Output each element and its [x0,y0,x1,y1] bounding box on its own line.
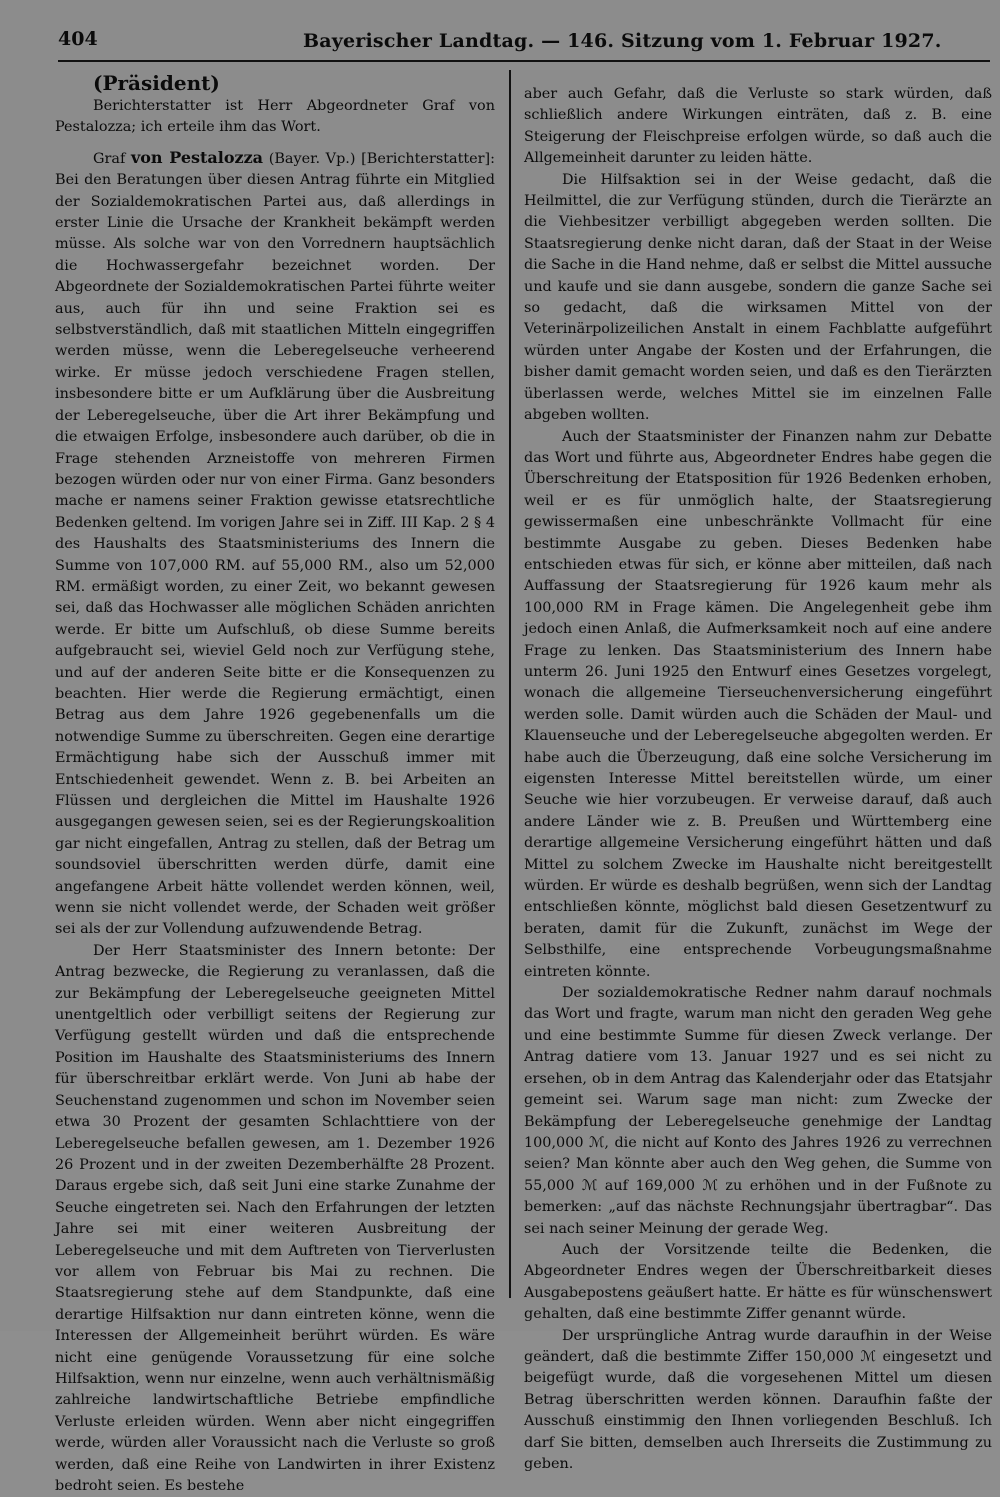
paragraph: Der sozialdemokratische Redner nahm darauf nochmals das Wort und fragte, warum man nicht den geraden Weg gehe und eine bestimmte Summe für diesen Zweck verlange. Der Antrag datiere vom 13. Januar 1927 und es sei nicht zu ersehen, ob in dem Antrag das Kalenderjahr oder das Etatsjahr gemeint sei. Warum sage man nicht: zum Zwecke der Bekämpfung der Leberegelseuche genehmige der Landtag 100,000 ℳ, die nicht auf Konto des Jahres 1926 zu verrechnen seien? Man könnte aber auch den Weg gehen, die Summe von 55,000 ℳ auf 169,000 ℳ zu erhöhen und in der Fußnote zu bemerken: „auf das nächste Rechnungsjahr übertragbar“. Das sei nach seiner Meinung der gerade Weg. [524,985,992,1237]
paragraph: Der Herr Staatsminister des Innern betonte: Der Antrag bezwecke, die Regierung zu veranlassen, daß die zur Bekämpfung der Leberegelseuche geeigneten Mittel unentgeltlich oder verbilligt seitens der Regierung zur Verfügung gestellt würden und daß die entsprechende Position im Haushalte des Staatsministeriums des Innern für überschreitbar erklärt werde. Von Juni ab habe der Seuchenstand zugenommen und schon im November seien etwa 30 Prozent der gesamten Schlachttiere von der Leberegelseuche befallen gewesen, am 1. Dezember 1926 26 Prozent und in der zweiten Dezemberhälfte 28 Prozent. Daraus ergebe sich, daß seit Juni eine starke Zunahme der Seuche eingetreten sei. Nach den Erfahrungen der letzten Jahre sei mit einer weiteren Ausbreitung der Leberegelseuche und mit dem Auftreten von Tierverlusten vor allem von Februar bis Mai zu rechnen. Die Staatsregierung stehe auf dem Standpunkte, daß eine derartige Hilfsaktion nur dann eintreten könne, wenn die Interessen der Allgemeinheit berührt würden. Es wäre nicht eine genügende Voraussetzung für eine solche Hilfsaktion, wenn nur einzelne, wenn auch verhältnismäßig zahlreiche landwirtschaftliche Betriebe empfindliche Verluste erleiden würden. Wenn aber nicht eingegriffen werde, würden aller Voraussicht nach die Verluste so groß werden, daß eine Reihe von Landwirten in ihrer Existenz bedroht seien. Es bestehe [55,942,495,1494]
page-number: 404 [58,28,98,50]
running-title: Bayerischer Landtag. — 146. Sitzung vom 1. Februar 1927. [303,30,942,52]
paragraph: Auch der Vorsitzende teilte die Bedenken, die Abgeordneter Endres wegen der Überschreitbarkeit dieses Ausgabepostens geäußert hatte. Er hätte es für wünschenswert gehalten, daß eine bestimmte Ziffer genannt würde. [524,1241,992,1323]
speaker-paragraph [55,147,495,941]
paragraph: Die Hilfsaktion sei in der Weise gedacht, daß die Heilmittel, die zur Verfügung stünden, durch die Tierärzte an die Viehbesitzer verbilligt abgegeben werden sollten. Die Staatsregierung denke nicht daran, daß der Staat in der Weise die Sache in die Hand nehme, daß er selbst die Mittel aussuche und kaufe und sie dann ausgebe, sondern die ganze Sache sei so gedacht, daß die wirksamen Mittel von der Veterinärpolizeilichen Anstalt in einem Fachblatte aufgeführt würden unter Angabe der Kosten und der Erfahrungen, die bisher damit gemacht worden seien, und daß es den Tierärzten überlassen werde, welches Mittel sie im einzelnen Falle abgeben wollten. [524,171,992,424]
paragraph: Auch der Staatsminister der Finanzen nahm zur Debatte das Wort und führte aus, Abgeordneter Endres habe gegen die Überschreitung der Etatsposition für 1926 Bedenken erhoben, weil er es für unmöglich halte, der Staatsregierung gewissermaßen eine unbeschränkte Vollmacht für eine bestimmte Ausgabe zu geben. Dieses Bedenken habe entschieden etwas für sich, er könne aber mitteilen, daß nach Auffassung der Staatsregierung für 1926 kaum mehr als 100,000 RM in Frage kämen. Die Angelegenheit gebe ihm jedoch einen Anlaß, die Aufmerksamkeit noch auf eine andere Frage zu lenken. Das Staatsministerium des Innern habe unterm 26. Juni 1925 den Entwurf eines Gesetzes vorgelegt, wonach die allgemeine Tierseuchenversicherung eingeführt werden solle. Damit würden auch die Schäden der Maul- und Klauenseuche und der Leberegelseuche abgegolten werden. Er habe auch die Überzeugung, daß eine solche Versicherung im eigensten Interesse Mittel bereitstellen würde, um einer Seuche wie hier vorzubeugen. Er verweise darauf, daß auch andere Länder wie z. B. Preußen und Württemberg eine derartige allgemeine Versicherung eingeführt hätten und daß Mittel zu solchem Zwecke im Haushalte nicht bereitgestellt würden. Er würde es deshalb begrüßen, wenn sich der Landtag entschließen könnte, möglichst bald diesen Gesetzentwurf zu beraten, damit für die Zukunft, zunächst im Wege der Selbsthilfe, eine entsprechende Vorbeugungsmaßnahme eintreten könnte. [524,428,992,980]
paragraph: Der ursprüngliche Antrag wurde daraufhin in der Weise geändert, daß die bestimmte Ziffer 150,000 ℳ eingesetzt und beigefügt wurde, daß die vorgesehenen Mittel um diesen Betrag überschritten werden können. Daraufhin faßte der Ausschuß einstimmig den Ihnen vorliegenden Beschluß. Ich darf Sie bitten, demselben auch Ihrerseits die Zustimmung zu geben. [524,1327,992,1472]
paragraph: Berichterstatter ist Herr Abgeordneter Graf von Pestalozza; ich erteile ihm das Wort. [55,98,495,136]
column-divider [509,70,511,1298]
paragraph: aber auch Gefahr, daß die Verluste so stark würden, daß schließlich andere Wirkungen einträten, daß z. B. eine Steigerung der Fleischpreise erfolgen würde, so daß auch die Allgemeinheit darunter zu leiden hätte. [524,86,992,167]
speaker-text: (Bayer. Vp.) [Berichterstatter]: Bei den Beratungen über diesen Antrag führte ein Mitglied der Sozialdemokratischen Partei aus, daß allerdings in erster Linie die Ursache der Krankheit bekämpft werden müsse. Als solche war von den Vorrednern hauptsächlich die Hochwassergefahr bezeichnet worden. Der Abgeordnete der Sozialdemokratischen Partei führte weiter aus, auch für ihn und seine Fraktion sei es selbstverständlich, daß mit staatlichen Mitteln eingegriffen werden müsse, wenn die Leberegelseuche verheerend wirke. Er müsse jedoch verschiedene Fragen stellen, insbesondere bitte er um Aufklärung über die Ausbreitung der Leberegelseuche, über die Art ihrer Bekämpfung und die etwaigen Erfolge, insbesondere auch darüber, ob die in Frage stehenden Arzneistoffe von mehreren Firmen bezogen würden oder nur von einer Firma. Ganz besonders mache er namens seiner Fraktion gewisse etatsrechtliche Bedenken geltend. Im vorigen Jahre sei in Ziff. III Kap. 2 § 4 des Haushalts des Staatsministeriums des Innern die Summe von 107,000 RM. auf 55,000 RM., also um 52,000 RM. ermäßigt worden, zu einer Zeit, wo bekannt gewesen sei, daß das Hochwasser alle möglichen Schäden anrichten werde. Er bitte um Aufschluß, ob diese Summe bereits aufgebraucht sei, wieviel Geld noch zur Verfügung stehe, und auf der anderen Seite bitte er die Konsequenzen zu beachten. Hier werde die Regierung ermächtigt, einen Betrag aus dem Jahre 1926 gegebenenfalls um die notwendige Summe zu überschreiten. Gegen eine derartige Ermächtigung habe sich der Ausschuß immer mit Entschiedenheit gewendet. Wenn z. B. bei Arbeiten an Flüssen und dergleichen die Mittel im Haushalte 1926 ausgegangen gewesen seien, sei es der Regierungskoalition gar nicht eingefallen, Antrag zu stellen, daß der Betrag um soundsoviel überschritten werden dürfe, damit eine angefangene Arbeit hätte vollendet werden können, weil, wenn sie nicht vollendet werde, der Schaden weit größer sei als der zur Vollendung aufzuwendende Betrag. [55,150,496,938]
left-column [55,70,495,1497]
spacer [55,139,495,147]
right-column [524,84,992,1475]
speaker-prefix: Graf [93,150,131,167]
section-head-president: (Präsident) [93,71,220,95]
page-header [58,26,990,62]
speaker-name: von Pestalozza [130,147,264,167]
